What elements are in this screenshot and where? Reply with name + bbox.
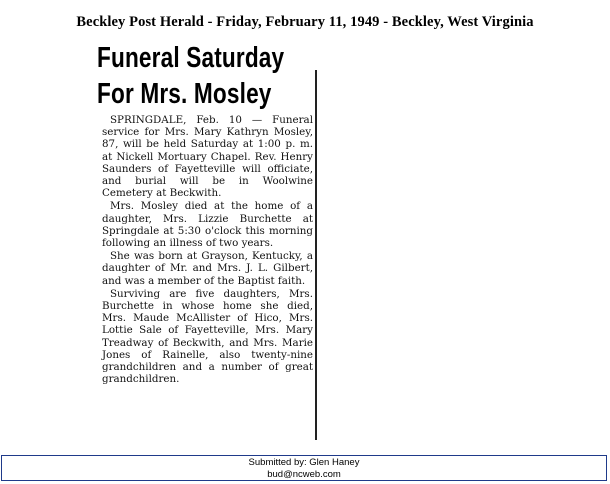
article-paragraph: SPRINGDALE, Feb. 10 — Funeral service for Mrs. Mary Kathryn Mosley, 87, will be held Saturday at 1:00 p. m. at Nickell Mortuary Chapel. Rev. Henry Saunders of Fayetteville will officiate, and burial will be in Woolwine Cemetery at Beckwith.: [102, 114, 313, 200]
article-body: [102, 114, 313, 385]
article-paragraph: Surviving are five daughters, Mrs. Burchette in whose home she died, Mrs. Maude McAllister of Hico, Mrs. Lottie Sale of Fayetteville, Mrs. Mary Treadway of Beckwith, and Mrs. Marie Jones of Rainelle, also twenty-nine grandchildren and a number of great grandchildren.: [102, 287, 313, 386]
headline: [97, 40, 314, 114]
submitter-email[interactable]: bud@ncweb.com: [267, 469, 341, 480]
article-paragraph: Mrs. Mosley died at the home of a daughter, Mrs. Lizzie Burchette at Springdale at 5:30 o'clock this morning following an illness of two years.: [102, 200, 313, 250]
newspaper-clipping: [97, 40, 314, 438]
submission-footer: [1, 455, 607, 481]
headline-line-2: For Mrs. Mosley: [97, 78, 272, 110]
column-rule: [315, 70, 317, 440]
article-paragraph: She was born at Grayson, Kentucky, a daughter of Mr. and Mrs. J. L. Gilbert, and was a member of the Baptist faith.: [102, 250, 313, 287]
headline-line-1: Funeral Saturday: [97, 42, 285, 74]
page-caption: Beckley Post Herald - Friday, February 11, 1949 - Beckley, West Virginia: [76, 14, 534, 30]
submitted-by: Submitted by: Glen Haney: [248, 457, 360, 468]
